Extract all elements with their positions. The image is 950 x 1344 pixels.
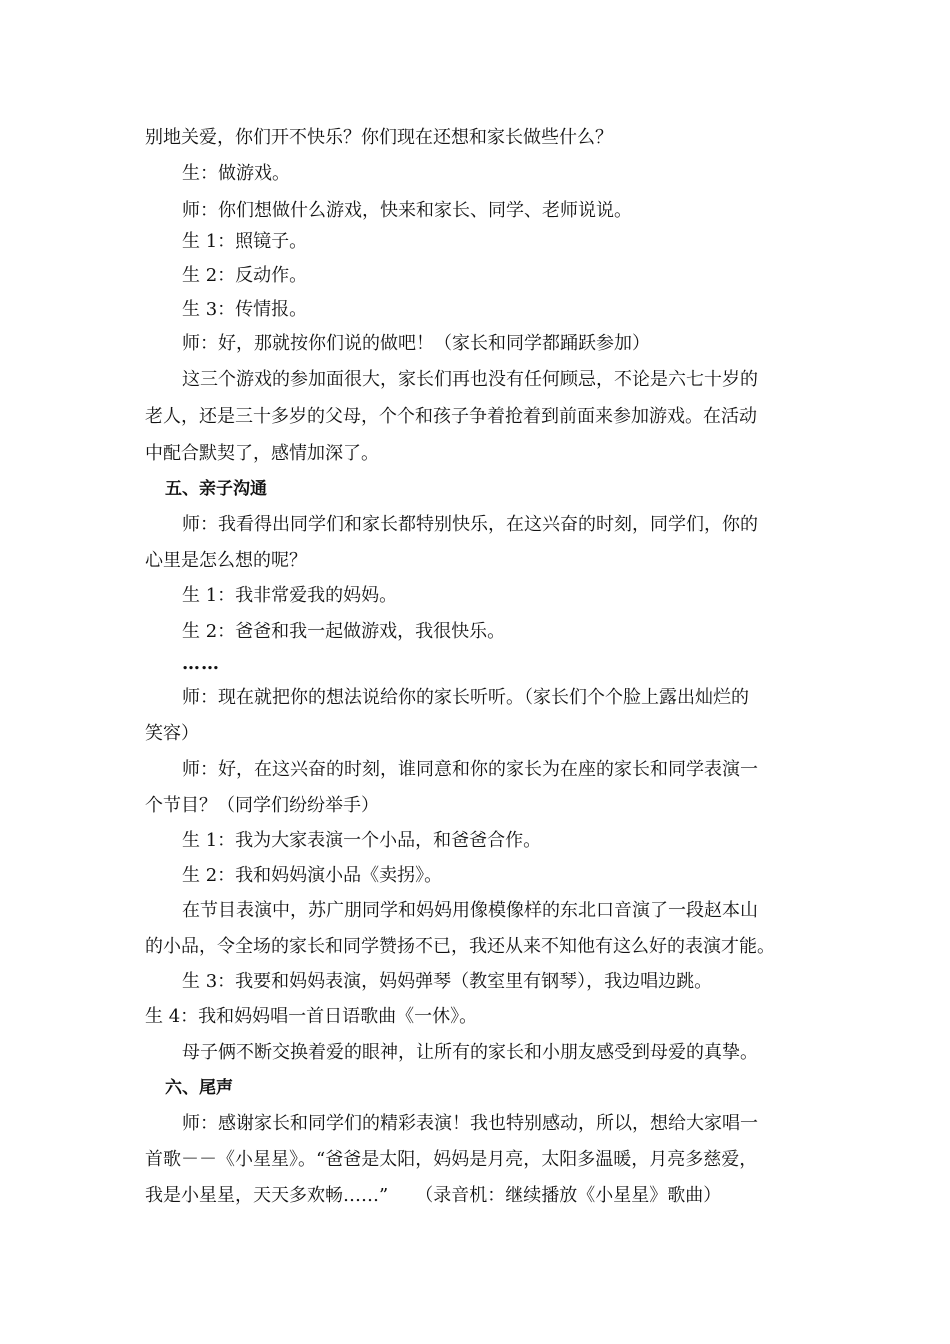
dialogue-line: 师：好，在这兴奋的时刻，谁同意和你的家长为在座的家长和同学表演一 xyxy=(182,759,758,780)
dialogue-line: 生 2：爸爸和我一起做游戏，我很快乐。 xyxy=(182,621,506,642)
dialogue-line: 生 1：我为大家表演一个小品，和爸爸合作。 xyxy=(182,830,542,851)
paragraph-line: 我是小星星，天天多欢畅……” （录音机：继续播放《小星星》歌曲） xyxy=(145,1185,722,1206)
paragraph-line: 母子俩不断交换着爱的眼神，让所有的家长和小朋友感受到母爱的真挚。 xyxy=(182,1042,758,1063)
dialogue-line: 师：现在就把你的想法说给你的家长听听。（家长们个个脸上露出灿烂的 xyxy=(182,687,749,708)
dialogue-line: 生 3：传情报。 xyxy=(182,299,308,320)
ellipsis-line: …… xyxy=(182,653,220,674)
dialogue-line: 生 1：我非常爱我的妈妈。 xyxy=(182,585,398,606)
section-heading: 五、亲子沟通 xyxy=(165,479,267,499)
dialogue-line: 生 2：反动作。 xyxy=(182,265,308,286)
paragraph-line: 中配合默契了，感情加深了。 xyxy=(145,443,379,464)
paragraph-line: 老人，还是三十多岁的父母，个个和孩子争着抢着到前面来参加游戏。在活动 xyxy=(145,406,757,427)
dialogue-line: 师：我看得出同学们和家长都特别快乐，在这兴奋的时刻，同学们，你的 xyxy=(182,514,758,535)
dialogue-line: 师：好，那就按你们说的做吧！（家长和同学都踊跃参加） xyxy=(182,333,650,354)
dialogue-line: 生 2：我和妈妈演小品《卖拐》。 xyxy=(182,865,443,886)
dialogue-line: 生 3：我要和妈妈表演，妈妈弹琴（教室里有钢琴），我边唱边跳。 xyxy=(182,971,713,992)
paragraph-line: 别地关爱，你们开不快乐？你们现在还想和家长做些什么？ xyxy=(145,127,613,148)
section-heading: 六、尾声 xyxy=(165,1078,233,1098)
paragraph-line: 这三个游戏的参加面很大，家长们再也没有任何顾忌，不论是六七十岁的 xyxy=(182,369,758,390)
dialogue-line: 师：感谢家长和同学们的精彩表演！我也特别感动，所以，想给大家唱一 xyxy=(182,1113,758,1134)
paragraph-line: 心里是怎么想的呢？ xyxy=(145,550,307,571)
dialogue-line: 生：做游戏。 xyxy=(182,163,290,184)
paragraph-line: 首歌－－《小星星》。“爸爸是太阳，妈妈是月亮，太阳多温暖，月亮多慈爱， xyxy=(145,1149,758,1170)
dialogue-line: 生 4：我和妈妈唱一首日语歌曲《一休》。 xyxy=(145,1006,478,1027)
paragraph-line: 笑容） xyxy=(145,723,199,744)
dialogue-line: 师：你们想做什么游戏，快来和家长、同学、老师说说。 xyxy=(182,200,632,221)
paragraph-line: 个节目？（同学们纷纷举手） xyxy=(145,795,379,816)
paragraph-line: 的小品，令全场的家长和同学赞扬不已，我还从来不知他有这么好的表演才能。 xyxy=(145,936,775,957)
dialogue-line: 生 1：照镜子。 xyxy=(182,231,308,252)
paragraph-line: 在节目表演中，苏广朋同学和妈妈用像模像样的东北口音演了一段赵本山 xyxy=(182,900,758,921)
